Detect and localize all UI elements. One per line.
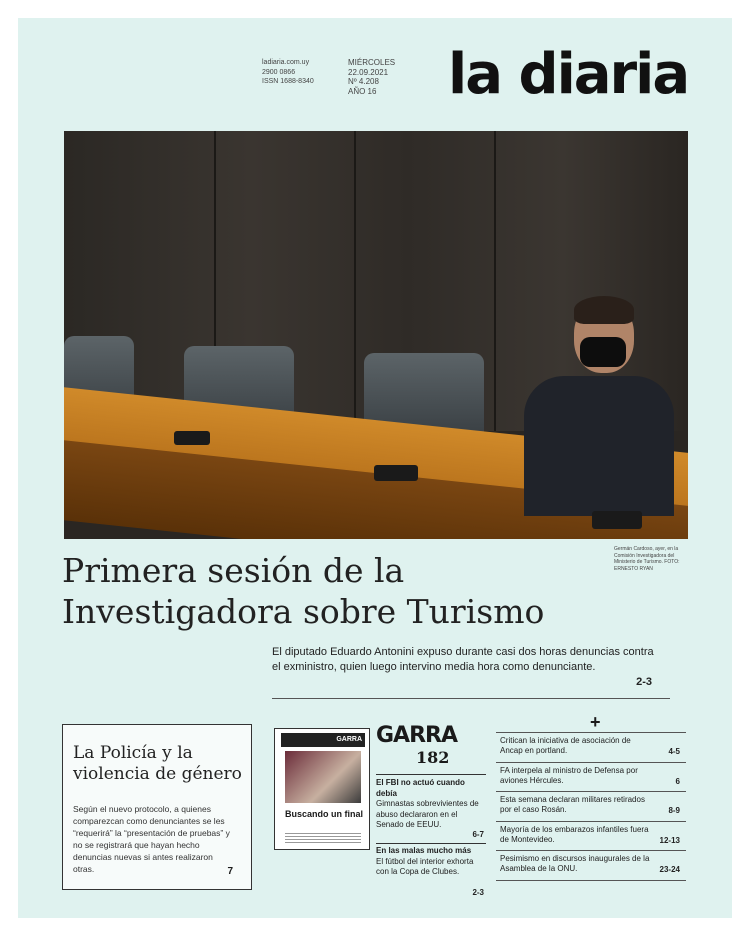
divider: [376, 843, 486, 844]
lead-headline[interactable]: [62, 550, 622, 632]
thumb-title: Buscando un final: [285, 809, 364, 819]
garra-section: [376, 723, 486, 897]
wall-panel-line: [354, 131, 356, 431]
divider: [496, 880, 686, 881]
wall-panel-line: [494, 131, 496, 431]
brief-item[interactable]: [496, 762, 686, 792]
story-page-ref: 7: [227, 866, 233, 877]
lede-text: El diputado Eduardo Antonini expuso durante casi dos horas denuncias contra el exministro, quien luego intervino media hora como denunciante.: [272, 646, 654, 673]
briefs-list: [496, 732, 686, 881]
garra-logo: GARRA: [376, 723, 457, 748]
photo-caption: Germán Cardoso, ayer, en la Comisión Investigadora del Ministerio de Turismo. FOTO: ERNESTO RYAN: [614, 546, 680, 572]
meta-issue-number: Nº 4.208: [348, 77, 379, 86]
brief-text: Pesimismo en discursos inaugurales de la Asamblea de la ONU.: [500, 854, 650, 873]
lede-page-ref: 2-3: [636, 676, 652, 688]
garra-item-text: El fútbol del interior exhorta con la Copa de Clubes.: [376, 856, 474, 876]
meta-year: AÑO 16: [348, 86, 377, 96]
brief-item[interactable]: [496, 732, 686, 762]
brief-page-ref: 4-5: [668, 747, 680, 756]
thumb-image: [285, 751, 361, 803]
meta-phone: 2900 0866: [262, 68, 296, 76]
person-hair: [574, 296, 634, 324]
headline-line-2: Investigadora sobre Turismo: [62, 592, 545, 631]
meta-website: ladiaria.com.uy: [262, 59, 310, 66]
garra-issue-number: 182: [416, 748, 450, 767]
microphone-base: [374, 465, 418, 481]
garra-item-title: En las malas mucho más: [376, 846, 472, 855]
brief-page-ref: 8-9: [668, 806, 680, 815]
garra-item-text: Gimnastas sobrevivientes de abuso declararon en el Senado de EEUU.: [376, 799, 479, 829]
brief-text: FA interpela al ministro de Defensa por aviones Hércules.: [500, 765, 638, 785]
garra-cover-thumbnail[interactable]: [274, 728, 370, 850]
plus-icon: +: [590, 712, 601, 732]
lead-summary: [272, 645, 662, 688]
brief-item[interactable]: [496, 821, 686, 851]
brief-page-ref: 12-13: [659, 835, 680, 845]
garra-item-title: El FBI no actuó cuando debía: [376, 778, 465, 798]
lead-photo[interactable]: [64, 131, 688, 539]
divider: [272, 698, 670, 699]
brief-item[interactable]: [496, 850, 686, 880]
thumb-header: GARRA: [281, 733, 365, 747]
meta-weekday: MIÉRCOLES: [348, 58, 396, 67]
newspaper-front-page: [18, 18, 732, 918]
brief-page-ref: 23-24: [659, 865, 680, 874]
story-text: Según el nuevo protocolo, a quienes comparezcan como denunciantes se les “requerirá” la “presentación de pruebas” y no se registrará que hayan hecho denuncias nuevas si antes realizaron otras.: [73, 804, 230, 874]
garra-item-page-ref: 6-7: [472, 829, 484, 839]
headline-line-1: Primera sesión de la: [62, 551, 405, 590]
police-gender-violence-story[interactable]: [62, 724, 252, 890]
brief-item[interactable]: [496, 791, 686, 821]
masthead-meta-issue: [348, 58, 395, 96]
thumb-text-lines: [285, 833, 361, 843]
meta-date: 22.09.2021: [348, 67, 389, 77]
garra-item-fbi[interactable]: [376, 778, 486, 840]
face-mask: [580, 337, 626, 367]
story-title: La Policía y la violencia de género: [73, 743, 242, 784]
masthead-logo: la diaria: [448, 42, 689, 107]
brief-text: Critican la iniciativa de asociación de Ancap en portland.: [500, 736, 631, 755]
masthead-meta-contact: [262, 58, 314, 87]
meta-issn: ISSN 1688-8340: [262, 78, 314, 85]
divider: [376, 774, 486, 775]
person-suit: [524, 376, 674, 516]
garra-item-futbol[interactable]: [376, 846, 486, 898]
garra-item-page-ref: 2-3: [472, 887, 484, 897]
brief-text: Esta semana declaran militares retirados por el caso Rosán.: [500, 795, 645, 814]
brief-page-ref: 6: [675, 776, 680, 786]
microphone-base: [174, 431, 210, 445]
brief-text: Mayoría de los embarazos infantiles fuera de Montevideo.: [500, 824, 649, 844]
microphone-base: [592, 511, 642, 529]
